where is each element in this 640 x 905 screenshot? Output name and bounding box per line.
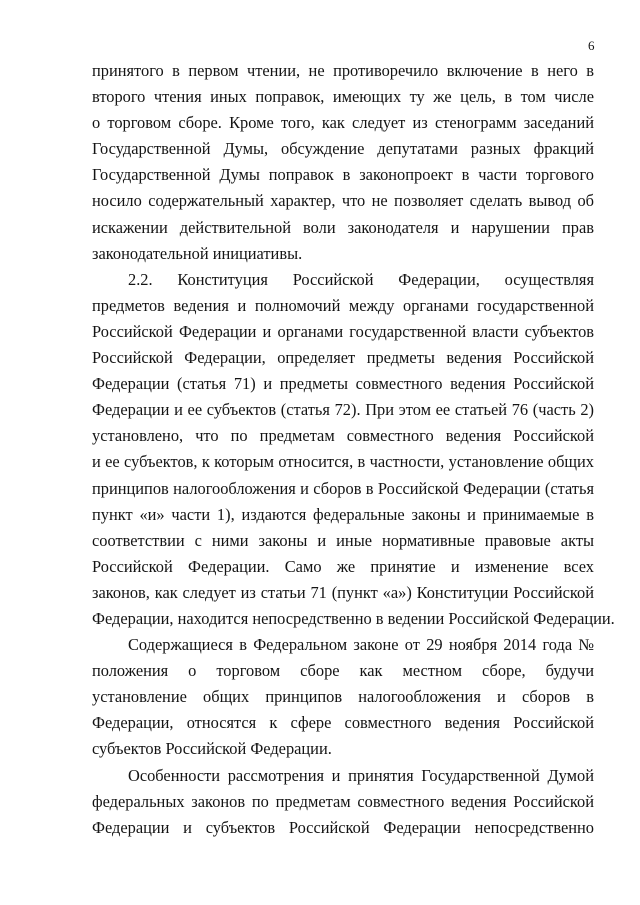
text-line: установлено, что по предметам совместного ведения Российской — [92, 426, 594, 446]
text-line: положения о торговом сборе как местном сборе, будучи — [92, 661, 594, 681]
text-line: второго чтения иных поправок, имеющих ту же цель, в том числе — [92, 87, 594, 107]
text-line: Содержащиеся в Федеральном законе от 29 ноября 2014 года № — [128, 635, 594, 655]
paragraph-1 — [92, 58, 594, 267]
text-line: Федерации, находится непосредственно в ведении Российской Федерации. — [92, 608, 615, 628]
text-line: 2.2. Конституция Российской Федерации, осуществляя — [128, 269, 594, 289]
text-line: Российской Федерации. Само же принятие и изменение всех — [92, 556, 594, 576]
text-line: носило содержательный характер, что не позволяет сделать вывод об — [92, 191, 594, 211]
text-line: предметов ведения и полномочий между органами государственной — [92, 295, 594, 315]
text-line: Федерации, относятся к сфере совместного ведения Российской — [92, 713, 594, 733]
text-line: искажении действительной воли законодателя и нарушении прав — [92, 217, 594, 237]
text-line: Особенности рассмотрения и принятия Государственной Думой — [128, 765, 594, 785]
text-line: Российской Федерации, определяет предметы ведения Российской — [92, 348, 594, 368]
text-line: Федерации и субъектов Российской Федерации непосредственно — [92, 817, 594, 837]
paragraph-2 — [92, 267, 615, 632]
text-line: Государственной Думы поправок в законопроект в части торгового — [92, 165, 594, 185]
text-line: Федерации (статья 71) и предметы совместного ведения Российской — [92, 374, 594, 394]
text-line: законов, как следует из статьи 71 (пункт «а») Конституции Российской — [92, 582, 594, 602]
text-line: принятого в первом чтении, не противоречило включение в него в — [92, 61, 594, 80]
paragraph-3 — [92, 632, 594, 762]
text-line: субъектов Российской Федерации. — [92, 739, 332, 759]
text-line: Государственной Думы, обсуждение депутатами разных фракций — [92, 139, 594, 159]
text-line: Российской Федерации и органами государственной власти субъектов — [92, 321, 594, 341]
text-line: о торговом сборе. Кроме того, как следует из стенограмм заседаний — [92, 113, 594, 133]
page-number: 6 — [588, 38, 595, 53]
text-line: и ее субъектов, к которым относится, в частности, установление общих — [92, 452, 594, 472]
text-line: федеральных законов по предметам совместного ведения Российской — [92, 791, 594, 811]
text-line: законодательной инициативы. — [92, 243, 303, 263]
text-line: Федерации и ее субъектов (статья 72). При этом ее статьей 76 (часть 2) — [92, 400, 594, 420]
paragraph-4 — [92, 763, 594, 841]
text-line: установление общих принципов налогообложения и сборов в — [92, 687, 594, 707]
text-line: пункт «и» части 1), издаются федеральные законы и принимаемые в — [92, 504, 594, 524]
document-body — [92, 58, 615, 841]
text-line: принципов налогообложения и сборов в Российской Федерации (статья — [92, 478, 594, 498]
text-line: соответствии с ними законы и иные нормативные правовые акты — [92, 530, 594, 550]
